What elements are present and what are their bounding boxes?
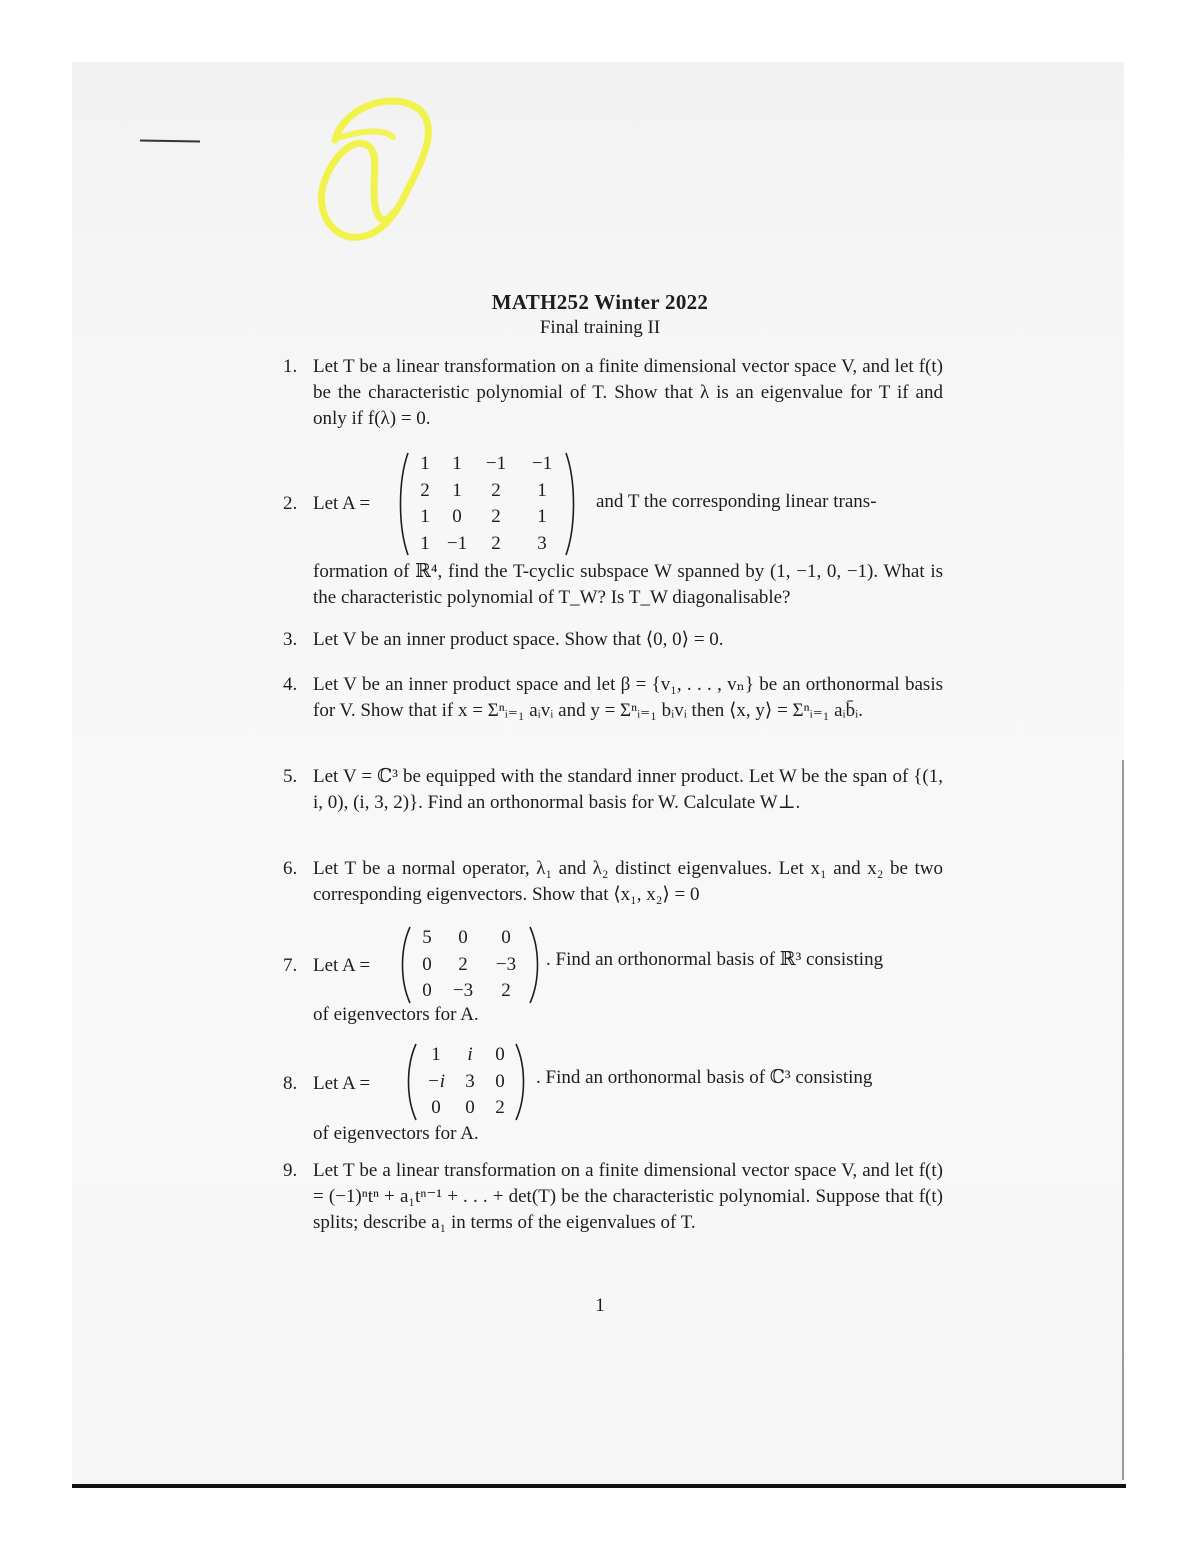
matrix-cell: −1 [531, 453, 553, 474]
question-number: 8. [283, 1073, 298, 1094]
matrix-cell: 1 [452, 453, 462, 474]
matrix-cell: 0 [422, 980, 432, 1002]
question-number: 2. [283, 493, 298, 514]
question-text: Let V be an inner product space and let β = {v₁, . . . , vₙ} be an orthonormal basis for V. Show that if x = Σⁿᵢ₌₁ aᵢvᵢ and y = Σⁿᵢ₌₁ bᵢvᵢ then ⟨x, y⟩ = Σⁿᵢ₌₁ aᵢb̄ᵢ. [313, 674, 943, 721]
matrix-cell: 0 [495, 1070, 505, 1092]
matrix-cell: −3 [452, 980, 474, 1002]
matrix-a-q8 [404, 1042, 528, 1122]
matrix-cell: −1 [446, 532, 468, 554]
matrix-cell: 2 [491, 532, 501, 554]
question-number: 7. [283, 955, 298, 976]
question-text: Let V be an inner product space. Show that ⟨0, 0⟩ = 0. [313, 629, 724, 650]
matrix-grid [418, 1042, 514, 1122]
question-2-after: and T the corresponding linear trans- [596, 491, 877, 512]
question-text: Let V = ℂ³ be equipped with the standard inner product. Let W be the span of {(1, i, 0), (i, 3, 2)}. Find an orthonormal basis for W. Calculate W⊥. [313, 766, 943, 813]
question-8-after: . Find an orthonormal basis of ℂ³ consisting [536, 1067, 873, 1088]
matrix-cell: 2 [491, 506, 501, 527]
right-paren [528, 925, 542, 1005]
matrix-cell: i [467, 1044, 473, 1065]
question-6 [283, 856, 943, 908]
matrix-grid [410, 451, 564, 557]
matrix-cell: 1 [420, 453, 430, 474]
matrix-cell: 0 [501, 927, 511, 948]
matrix-cell: 0 [458, 927, 468, 948]
highlighted-number-seven [305, 85, 445, 255]
question-number: 3. [283, 629, 298, 650]
matrix-a-q7 [398, 925, 542, 1005]
question-1 [283, 354, 943, 432]
matrix-cell: 1 [537, 479, 547, 501]
right-paren [514, 1042, 528, 1122]
question-number: 5. [283, 766, 298, 787]
matrix-lead: Let A = [313, 493, 371, 514]
question-text: Let T be a normal operator, λ₁ and λ₂ distinct eigenvalues. Let x₁ and x₂ be two corresponding eigenvectors. Show that ⟨x₁, x₂⟩ = 0 [313, 858, 943, 905]
course-title: MATH252 Winter 2022 [491, 290, 709, 314]
question-7-rest: of eigenvectors for A. [313, 1004, 479, 1025]
matrix-cell: 1 [537, 506, 547, 527]
exam-subtitle: Final training II [539, 317, 661, 338]
matrix-cell: 1 [420, 506, 430, 527]
matrix-cell: 0 [495, 1044, 505, 1065]
right-paren [564, 451, 578, 557]
matrix-cell: 0 [452, 506, 462, 527]
matrix-cell: 1 [452, 479, 462, 501]
matrix-cell: 2 [420, 479, 430, 501]
question-number: 1. [283, 356, 298, 377]
matrix-cell: 1 [431, 1044, 441, 1065]
matrix-cell: −i [426, 1070, 446, 1092]
page-edge [1122, 760, 1124, 1480]
matrix-cell: 3 [465, 1070, 475, 1092]
matrix-cell: 2 [491, 479, 501, 501]
matrix-cell: 2 [495, 1097, 505, 1119]
question-8-rest: of eigenvectors for A. [313, 1123, 479, 1144]
matrix-cell: 1 [420, 532, 430, 554]
left-paren [398, 925, 412, 1005]
matrix-grid [412, 925, 528, 1005]
matrix-cell: 0 [431, 1097, 441, 1119]
question-7-after: . Find an orthonormal basis of ℝ³ consisting [546, 949, 884, 970]
question-5 [283, 764, 943, 816]
matrix-cell: −1 [485, 453, 507, 474]
matrix-cell: 2 [458, 953, 468, 975]
bottom-rule [72, 1484, 1126, 1488]
question-3 [283, 627, 943, 653]
matrix-lead: Let A = [313, 955, 371, 976]
matrix-cell: 3 [537, 532, 547, 554]
matrix-a-q2 [396, 451, 578, 557]
question-4 [283, 672, 943, 724]
matrix-cell: 0 [465, 1097, 475, 1119]
matrix-cell: 5 [422, 927, 432, 948]
question-number: 9. [283, 1160, 298, 1181]
matrix-cell: 2 [501, 980, 511, 1002]
page-number: 1 [595, 1295, 605, 1316]
question-9 [283, 1158, 943, 1236]
matrix-lead: Let A = [313, 1073, 371, 1094]
matrix-cell: 0 [422, 953, 432, 975]
question-2-rest: formation of ℝ⁴, find the T-cyclic subspace W spanned by (1, −1, 0, −1). What is the characteristic polynomial of T_W? Is T_W diagonalisable? [313, 561, 943, 608]
question-text: Let T be a linear transformation on a finite dimensional vector space V, and let f(t) be the characteristic polynomial of T. Show that λ is an eigenvalue for T if and only if f(λ) = 0. [313, 356, 943, 429]
left-paren [396, 451, 410, 557]
question-text: Let T be a linear transformation on a finite dimensional vector space V, and let f(t) = (−1)ⁿtⁿ + a₁tⁿ⁻¹ + . . . + det(T) be the characteristic polynomial. Suppose that f(t) splits; describe a₁ in terms of the eigenvalues of T. [313, 1160, 943, 1233]
left-paren [404, 1042, 418, 1122]
question-number: 4. [283, 674, 298, 695]
question-number: 6. [283, 858, 298, 879]
matrix-cell: −3 [495, 953, 517, 975]
